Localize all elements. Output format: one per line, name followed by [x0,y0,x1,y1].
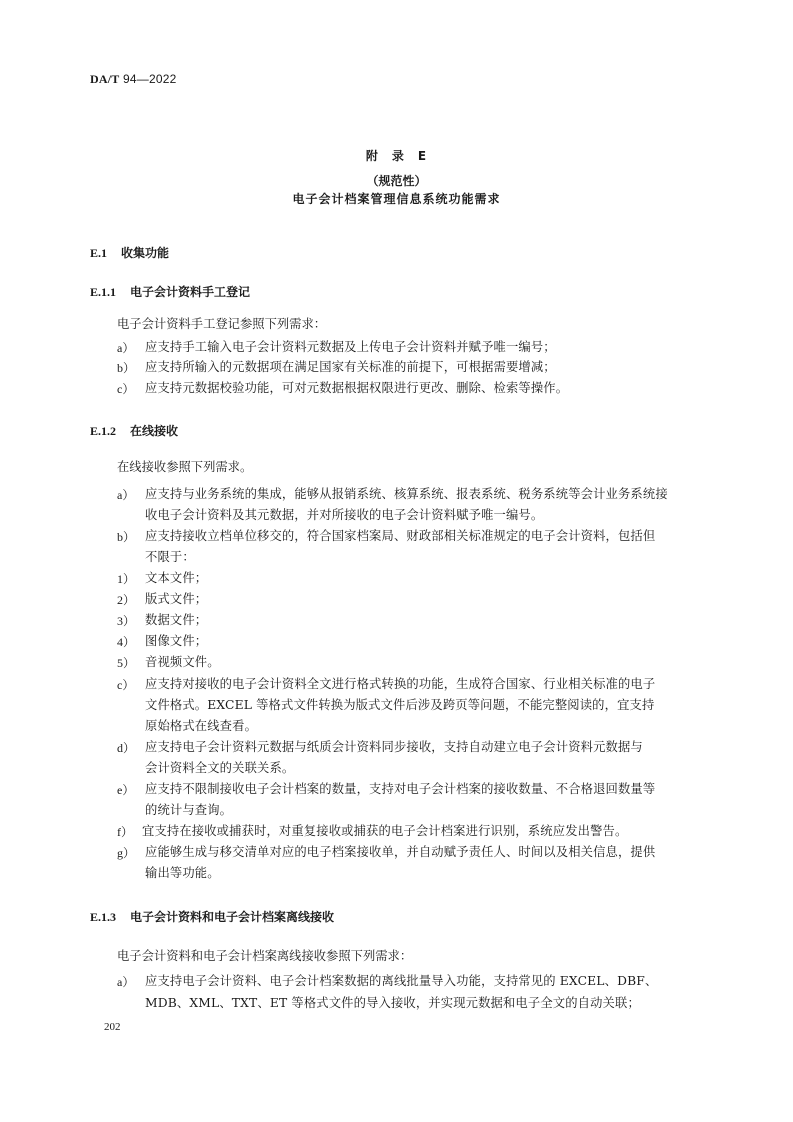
section-heading-e1: E.1 收集功能 [90,246,170,260]
paragraph-intro: 电子会计资料手工登记参照下列需求： [117,317,327,331]
paragraph-intro: 电子会计资料和电子会计档案离线接收参照下列需求： [117,949,413,963]
section-heading-e1-1: E.1.1 电子会计资料手工登记 [90,285,251,299]
appendix-nature: （规范性） [366,174,427,188]
document-code [90,72,176,87]
paragraph-intro: 在线接收参照下列需求。 [117,460,253,474]
appendix-title: 附 录 E [365,149,428,163]
page-number: 202 [104,1021,121,1033]
section-heading-e1-3: E.1.3 电子会计资料和电子会计档案离线接收 [90,910,335,924]
code-number: 94—2022 [119,72,177,86]
code-prefix: DA/T [90,72,120,86]
section-heading-e1-2: E.1.2 在线接收 [90,424,179,438]
appendix-subtitle: 电子会计档案管理信息系统功能需求 [292,192,501,206]
